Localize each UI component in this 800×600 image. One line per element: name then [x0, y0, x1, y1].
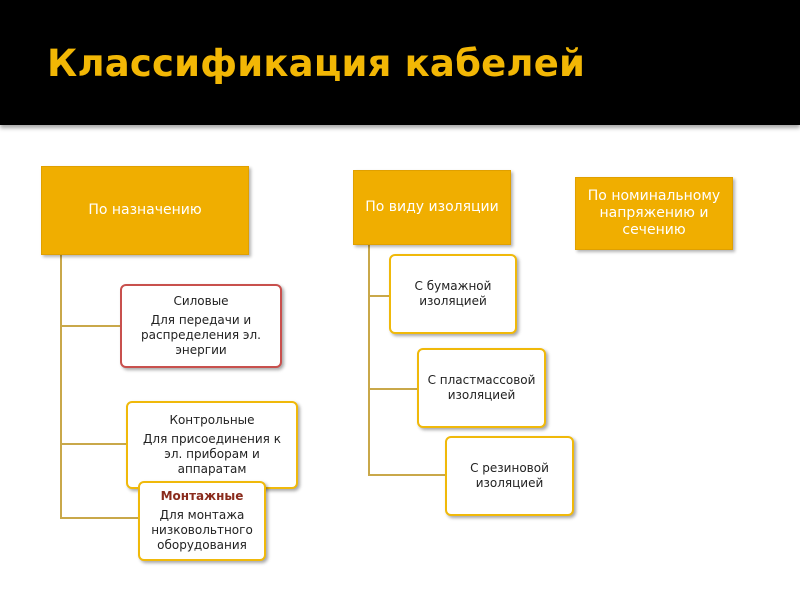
cable-type-title: Силовые: [173, 294, 229, 308]
category-label: По назначению: [88, 202, 202, 218]
category-label: По виду изоляции: [365, 199, 499, 215]
category-by-insulation: [353, 170, 511, 245]
connector-line: [368, 244, 370, 476]
cable-type-power: [120, 284, 282, 368]
connector-line: [368, 388, 418, 390]
connector-line: [60, 255, 62, 519]
cable-type-mounting: [138, 481, 266, 561]
header-bar: [0, 0, 800, 125]
insulation-type-label: С бумажной изоляцией: [414, 279, 492, 308]
cable-type-desc: Для передачи и распределения эл. энергии: [141, 313, 261, 357]
insulation-type-label: С резиновой изоляцией: [470, 461, 549, 490]
connector-line: [368, 295, 390, 297]
connector-line: [60, 325, 120, 327]
cable-type-desc: Для присоединения к эл. приборам и аппаратам: [143, 432, 281, 476]
page-title: Классификация кабелей: [47, 42, 586, 85]
insulation-type-label: С пластмассовой изоляцией: [427, 373, 536, 402]
category-label: По номинальному напряжению и сечению: [587, 188, 721, 238]
cable-type-control: [126, 401, 298, 489]
connector-line: [60, 443, 126, 445]
category-by-purpose: [41, 166, 249, 255]
category-by-voltage: [575, 177, 733, 250]
insulation-plastic: [417, 348, 546, 428]
connector-line: [368, 474, 446, 476]
cable-type-desc: Для монтажа низковольтного оборудования: [151, 508, 253, 552]
connector-line: [60, 517, 138, 519]
insulation-paper: [389, 254, 517, 334]
cable-type-title: Контрольные: [169, 413, 255, 427]
insulation-rubber: [445, 436, 574, 516]
cable-type-title: Монтажные: [160, 489, 244, 503]
